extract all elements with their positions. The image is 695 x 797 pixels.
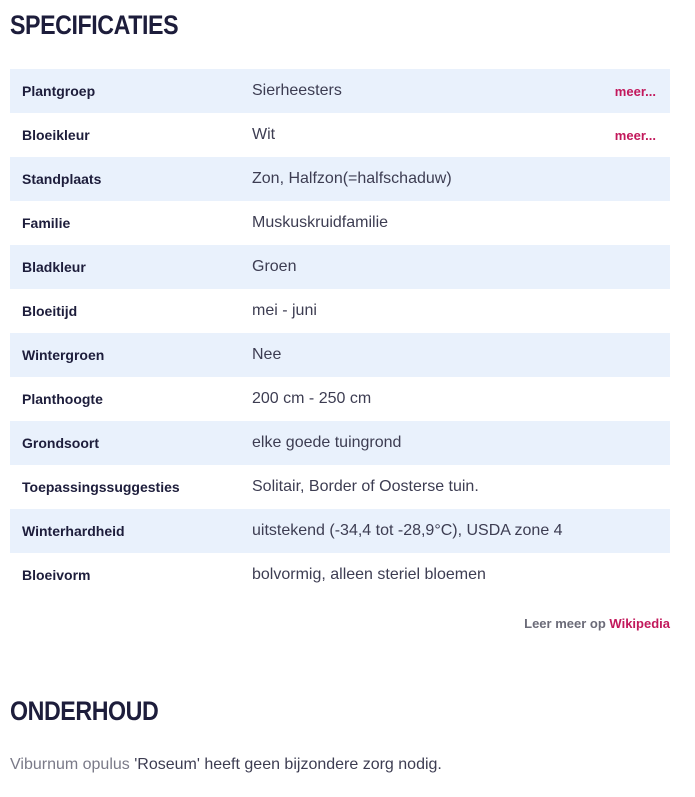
spec-row xyxy=(10,377,670,421)
spec-label: Standplaats xyxy=(22,171,102,187)
more-link[interactable]: meer... xyxy=(614,83,656,99)
spec-value: 200 cm - 250 cm xyxy=(252,390,372,407)
more-link[interactable]: meer... xyxy=(614,127,656,143)
spec-value: elke goede tuingrond xyxy=(252,434,402,451)
spec-value: Wit xyxy=(252,126,276,143)
spec-row xyxy=(10,465,670,509)
spec-row xyxy=(10,509,670,553)
spec-value: Zon, Halfzon(=halfschaduw) xyxy=(252,170,452,187)
spec-value: Groen xyxy=(252,258,297,275)
spec-row xyxy=(10,113,670,157)
spec-row xyxy=(10,421,670,465)
spec-label: Bloeivorm xyxy=(22,567,91,583)
maintenance-heading: ONDERHOUD xyxy=(10,696,159,726)
spec-label: Bloeikleur xyxy=(22,127,90,143)
maintenance-text xyxy=(10,756,442,774)
spec-value: uitstekend (-34,4 tot -28,9°C), USDA zone 4 xyxy=(252,522,563,539)
spec-label: Familie xyxy=(22,215,71,231)
spec-label: Toepassingssuggesties xyxy=(22,479,180,495)
source-prefix: Leer meer op xyxy=(524,616,606,631)
spec-label: Planthoogte xyxy=(22,391,103,407)
specifications-table xyxy=(10,69,670,597)
specifications-heading: SPECIFICATIES xyxy=(10,10,179,40)
spec-label: Bladkleur xyxy=(22,259,86,275)
latin-name: Viburnum opulus xyxy=(10,756,130,773)
spec-label: Winterhardheid xyxy=(22,523,125,539)
source-line xyxy=(524,616,670,631)
spec-row xyxy=(10,245,670,289)
spec-label: Wintergroen xyxy=(22,347,105,363)
spec-value: Nee xyxy=(252,346,282,363)
maintenance-sentence: 'Roseum' heeft geen bijzondere zorg nodig. xyxy=(129,756,442,773)
wikipedia-link[interactable]: Wikipedia xyxy=(609,616,670,631)
spec-row xyxy=(10,553,670,597)
spec-value: Solitair, Border of Oosterse tuin. xyxy=(252,478,479,495)
spec-value: Muskuskruidfamilie xyxy=(252,214,389,231)
spec-row xyxy=(10,333,670,377)
spec-label: Grondsoort xyxy=(22,435,99,451)
spec-value: mei - juni xyxy=(252,302,317,319)
spec-row xyxy=(10,69,670,113)
spec-row xyxy=(10,289,670,333)
spec-label: Plantgroep xyxy=(22,83,96,99)
spec-label: Bloeitijd xyxy=(22,303,78,319)
spec-row xyxy=(10,201,670,245)
spec-row xyxy=(10,157,670,201)
spec-value: Sierheesters xyxy=(252,82,342,99)
spec-value: bolvormig, alleen steriel bloemen xyxy=(252,566,486,583)
